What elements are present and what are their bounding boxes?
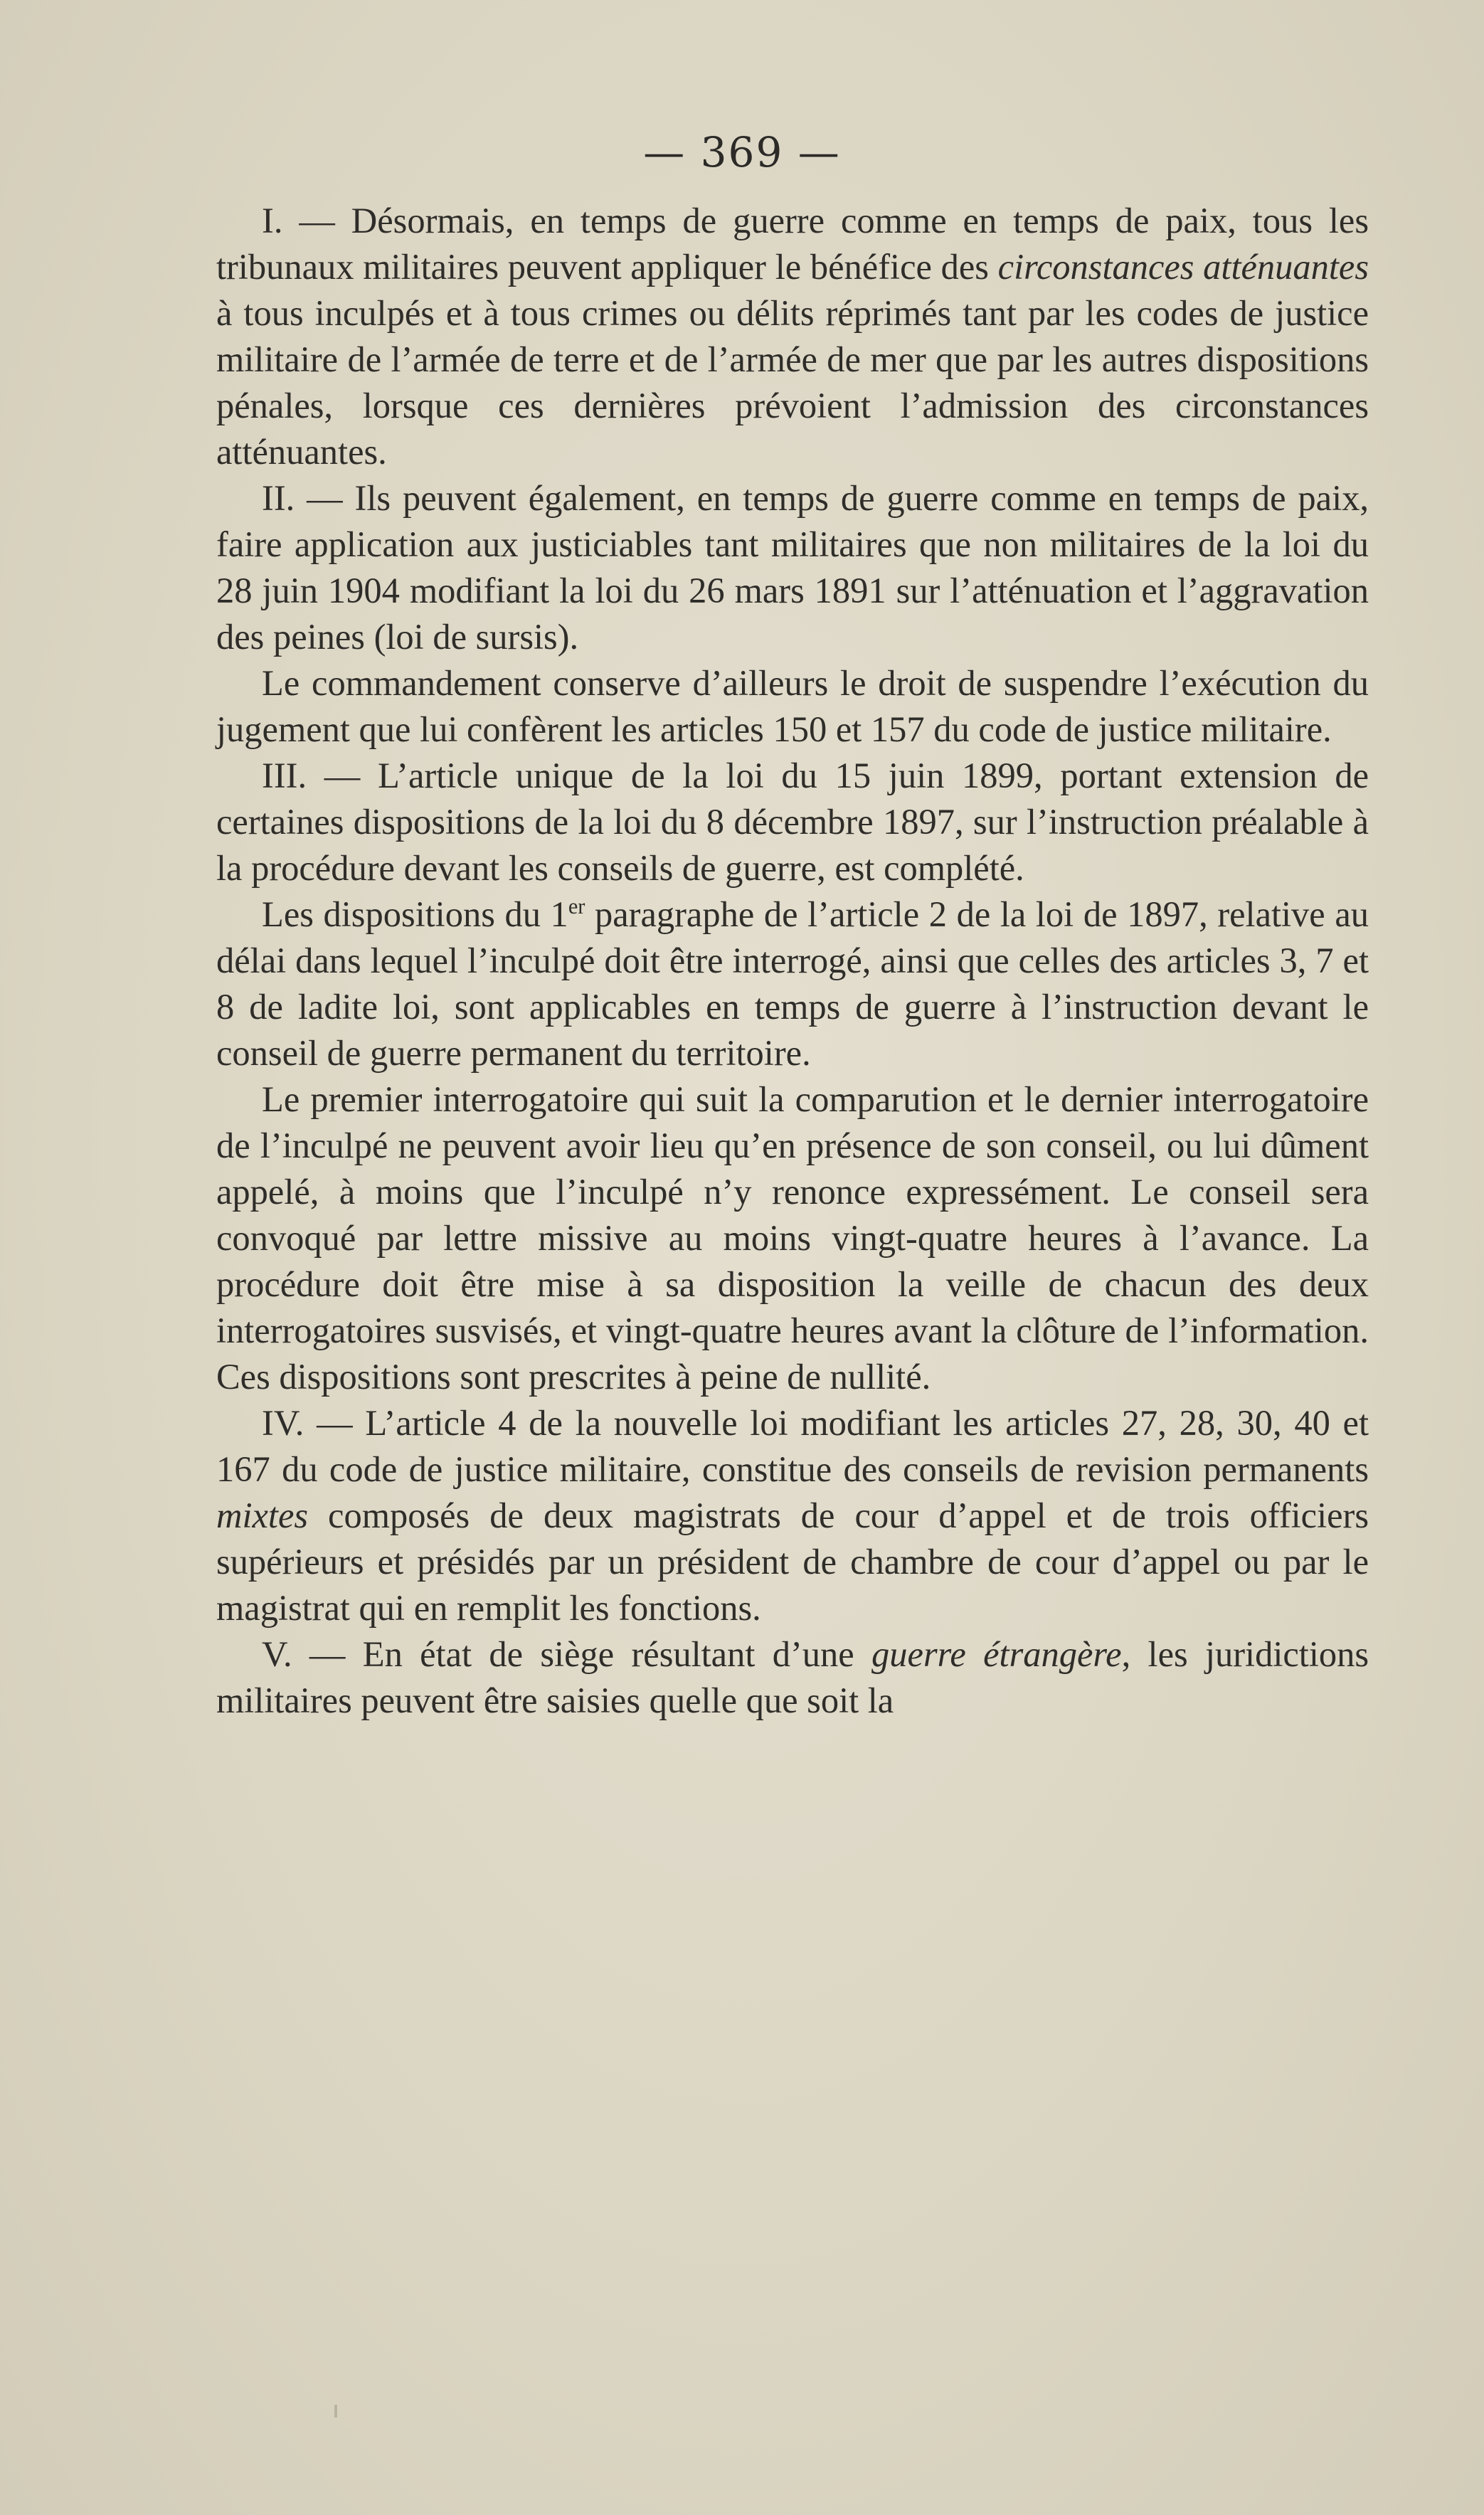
text-run: paragraphe de l’article 2 de la loi de 1897, relative au délai dans lequel l’inculpé doit être interrogé, ainsi que celles des articles 3, 7 et 8 de ladite loi, sont applicables en temps de guerre à l’instruction devant le conseil de guerre permanent du territoire.	[216, 894, 1369, 1073]
paragraph-dispositions	[216, 891, 1369, 1076]
text-run: composés de deux magistrats de cour d’appel et de trois officiers supérieurs et présidés par un président de chambre de cour d’appel ou par le magistrat qui en remplit les fonctions.	[216, 1495, 1369, 1628]
superscript: er	[568, 894, 585, 919]
paragraph-article-4	[216, 1400, 1369, 1631]
paper-mark	[334, 2405, 337, 2418]
text-run: à tous inculpés et à tous crimes ou délits réprimés tant par les codes de justice militaire de l’armée de terre et de l’armée de mer que par les autres dispositions pénales, lorsque ces dernières prévoient l’admission des circonstances atténuantes.	[216, 293, 1369, 472]
text-run: Le premier interrogatoire qui suit la comparution et le dernier interrogatoire de l’inculpé ne peuvent avoir lieu qu’en présence de son conseil, ou lui dûment appelé, à moins que l’inculpé n’y renonce expressément. Le conseil sera convoqué par lettre missive au moins vingt-quatre heures à l’avance. La procédure doit être mise à sa disposition la veille de chacun des deux interrogatoires susvisés, et vingt-quatre heures avant la clôture de l’information. Ces dispositions sont prescrites à peine de nullité.	[216, 1079, 1369, 1397]
paragraph-article-2	[216, 475, 1369, 660]
text-run: Les dispositions du 1	[262, 894, 568, 934]
text-run: , les juridictions militaires peuvent être saisies quelle que soit la	[216, 1634, 1369, 1720]
text-run: IV. — L’article 4 de la nouvelle loi modifiant les articles 27, 28, 30, 40 et 167 du code de justice militaire, constitue des conseils de revision permanents	[216, 1403, 1369, 1489]
paragraph-article-5	[216, 1631, 1369, 1724]
italic-phrase: guerre étrangère	[871, 1634, 1122, 1674]
text-run: V. — En état de siège résultant d’une	[262, 1634, 872, 1674]
italic-phrase: circonstances atténuantes	[997, 247, 1369, 287]
text-run: I. — Désormais, en temps de guerre comme en temps de paix, tous les tribunaux militaires peuvent appliquer le bénéfice des	[216, 201, 1369, 287]
body-text	[216, 198, 1369, 1724]
paragraph-article-1	[216, 198, 1369, 475]
text-run: II. — Ils peuvent également, en temps de guerre comme en temps de paix, faire application aux justiciables tant militaires que non militaires de la loi du 28 juin 1904 modifiant la loi du 26 mars 1891 sur l’atténuation et l’aggravation des peines (loi de sursis).	[216, 478, 1369, 657]
page-number: — 369 —	[643, 128, 841, 176]
paragraph-commandement	[216, 660, 1369, 753]
paragraph-article-3	[216, 753, 1369, 891]
text-run: Le commandement conserve d’ailleurs le droit de suspendre l’exécution du jugement que lui confèrent les articles 150 et 157 du code de justice militaire.	[216, 663, 1369, 749]
text-run: III. — L’article unique de la loi du 15 juin 1899, portant extension de certaines dispositions de la loi du 8 décembre 1897, sur l’instruction préalable à la procédure devant les conseils de guerre, est complété.	[216, 756, 1369, 888]
paragraph-interrogatoire	[216, 1076, 1369, 1400]
italic-phrase: mixtes	[216, 1495, 309, 1535]
